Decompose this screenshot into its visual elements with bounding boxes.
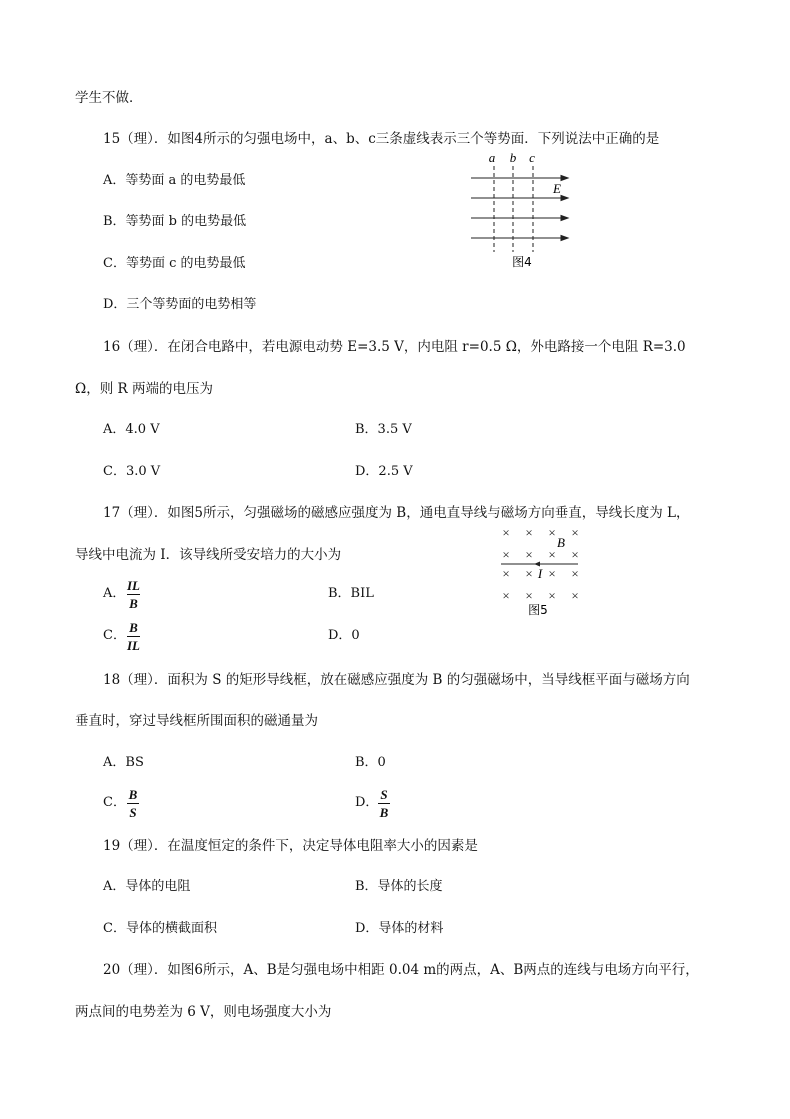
fraction-bar: [378, 803, 390, 804]
q17-option-a-fraction: [127, 578, 140, 611]
q15-option-a: A．等势面 a 的电势最低: [103, 173, 246, 188]
q18-option-b: B．0: [355, 755, 386, 770]
q16-option-a: A．4.0 V: [103, 422, 160, 437]
q17-option-c-prefix: C．: [103, 628, 126, 643]
q19-option-a: A．导体的电阻: [103, 879, 191, 894]
fraction-bar: [127, 803, 139, 804]
q16-option-c: C．3.0 V: [103, 464, 161, 479]
fraction-bar: [127, 636, 140, 637]
fig4-label-b: b: [509, 150, 517, 165]
q18-option-d-prefix: D．: [355, 795, 379, 810]
svg-text:×: ×: [525, 547, 533, 562]
q19-option-c: C．导体的横截面积: [103, 921, 217, 936]
fig5-caption: 图5: [528, 603, 548, 617]
svg-text:×: ×: [548, 566, 556, 581]
q19-stem: 19（理）．在温度恒定的条件下，决定导体电阻率大小的因素是: [103, 838, 478, 854]
q16-option-b: B．3.5 V: [355, 422, 412, 437]
q15-option-d: D．三个等势面的电势相等: [103, 297, 257, 312]
svg-text:×: ×: [502, 588, 510, 603]
q17-option-b: B．BIL: [328, 586, 374, 601]
svg-text:×: ×: [548, 588, 556, 603]
svg-text:×: ×: [571, 547, 579, 562]
q20-stem-line1: 20（理）．如图6所示，A、B是匀强电场中相距 0.04 m的两点，A、B两点的连线与电场方向平行，: [103, 962, 699, 978]
q18-option-c-numerator: B: [128, 787, 138, 802]
q18-option-c-prefix: C．: [103, 795, 126, 810]
q16-stem-line1: 16（理）．在闭合电路中，若电源电动势 E=3.5 V，内电阻 r=0.5 Ω，外电路接一个电阻 R=3.0: [103, 339, 686, 355]
q18-stem-line2: 垂直时，穿过导线框所围面积的磁通量为: [75, 713, 318, 729]
q17-option-a-denominator: B: [129, 596, 138, 611]
svg-text:×: ×: [525, 588, 533, 603]
svg-text:×: ×: [571, 588, 579, 603]
svg-text:×: ×: [502, 525, 510, 540]
q17-stem-line1: 17（理）．如图5所示，匀强磁场的磁感应强度为 B，通电直导线与磁场方向垂直，导线长度为 L，: [103, 505, 690, 521]
figure-5-magnetic-field: [494, 522, 590, 620]
svg-text:×: ×: [548, 547, 556, 562]
fig4-label-a: a: [488, 150, 496, 165]
q17-option-c-numerator: B: [129, 620, 138, 635]
svg-text:×: ×: [571, 525, 579, 540]
q17-option-d: D．0: [328, 628, 360, 643]
svg-text:×: ×: [502, 547, 510, 562]
q15-option-c: C．等势面 c 的电势最低: [103, 256, 246, 271]
q18-option-d-numerator: S: [380, 787, 388, 802]
q18-option-d-fraction: [378, 787, 390, 820]
fig4-label-c: c: [529, 150, 535, 165]
fig5-field-label: B: [557, 535, 565, 550]
fig4-field-label: E: [553, 181, 561, 196]
q17-option-c-fraction: [127, 620, 140, 653]
q16-stem-line2: Ω，则 R 两端的电压为: [75, 381, 213, 397]
intro-line: 学生不做．: [75, 90, 143, 106]
q17-stem-line2: 导线中电流为 I．该导线所受安培力的大小为: [75, 547, 342, 563]
q18-option-c-denominator: S: [129, 805, 137, 820]
svg-text:×: ×: [525, 525, 533, 540]
q18-option-c-fraction: [127, 787, 139, 820]
q17-option-a-numerator: IL: [127, 578, 140, 593]
q20-stem-line2: 两点间的电势差为 6 V，则电场强度大小为: [75, 1004, 332, 1020]
q19-option-d: D．导体的材料: [355, 921, 444, 936]
svg-text:×: ×: [525, 566, 533, 581]
q17-option-a-prefix: A．: [103, 586, 126, 601]
q18-option-a: A．BS: [103, 755, 144, 770]
q18-stem-line1: 18（理）．面积为 S 的矩形导线框，放在磁感应强度为 B 的匀强磁场中，当导线框平面与磁场方向: [103, 672, 690, 688]
fig4-caption: 图4: [512, 255, 532, 269]
figure-4-electric-field: [465, 148, 575, 270]
q15-stem: 15（理）．如图4所示的匀强电场中，a、b、c三条虚线表示三个等势面．下列说法中正确的是: [103, 131, 660, 147]
q15-option-b: B．等势面 b 的电势最低: [103, 214, 247, 229]
svg-text:×: ×: [548, 525, 556, 540]
q17-option-c-denominator: IL: [127, 638, 140, 653]
q18-option-d-denominator: B: [379, 805, 389, 820]
q19-option-b: B．导体的长度: [355, 879, 443, 894]
fraction-bar: [127, 594, 140, 595]
fig5-current-label: I: [537, 566, 543, 581]
q16-option-d: D．2.5 V: [355, 464, 413, 479]
svg-text:×: ×: [502, 566, 510, 581]
svg-text:×: ×: [571, 566, 579, 581]
